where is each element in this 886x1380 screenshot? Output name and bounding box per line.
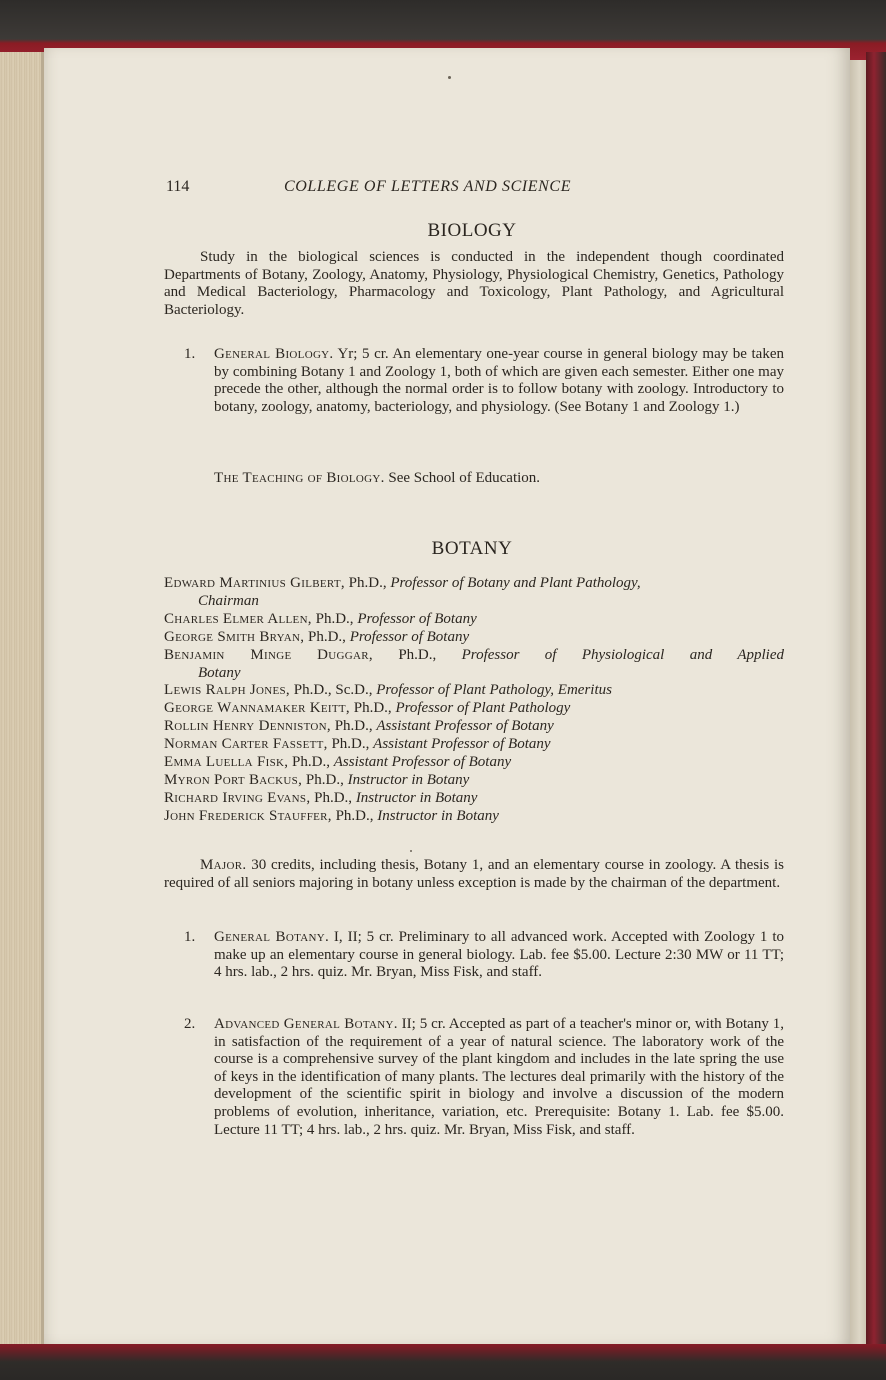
course-description: Yr; 5 cr. An elementary one-year course in general biology may be taken by combining Botany 1 and Zoology 1, both of which are given each semester. Either one may precede the other, although the normal order is to follow botany with zoology. Introductory to botany, zoology, anatomy, bacteriology, and physiology. (See Botany 1 and Zoology 1.) [214,346,784,415]
teaching-title: The Teaching of Biology. [214,470,385,486]
staff-title: Assistant Professor of Botany [376,718,554,735]
staff-name: John Frederick Stauffer, [164,807,332,824]
staff-degree: Ph.D., Sc.D., [290,682,377,699]
page-speck [410,850,412,852]
course-body [214,1016,784,1139]
staff-entry [164,772,784,790]
staff-title: Professor of Plant Pathology [395,700,571,717]
page-speck [448,76,451,79]
staff-title: Assistant Professor of Botany [333,754,512,771]
biology-intro: Study in the biological sciences is conducted in the independent though coordinated Departments of Botany, Zoology, Anatomy, Physiology, Physiological Chemistry, Genetics, Pathology and Medical Bacteriology, Pharmacology and Toxicology, Plant Pathology, and Agricultural Bacteriology. [164,249,784,318]
course-body [214,929,784,982]
staff-name: Edward Martinius Gilbert, [164,575,345,591]
staff-degree: Ph.D., [288,754,334,771]
staff-degree: Ph.D., [330,718,377,735]
staff-entry [164,611,784,629]
biology-course-1 [166,346,784,416]
staff-entry [164,718,784,736]
staff-entry [164,808,784,826]
course-title: Advanced General Botany. [214,1016,398,1032]
staff-title-continued: Botany [198,664,241,681]
staff-entry [164,575,784,593]
page-stack-edge [0,52,44,1344]
staff-title: Professor of Plant Pathology, Emeritus [376,682,612,699]
staff-entry [164,700,784,718]
staff-title: Professor of Botany [349,628,470,645]
facing-page-edge [850,60,866,1344]
staff-name: Lewis Ralph Jones, [164,682,290,699]
running-header [166,178,784,200]
course-title: General Botany. [214,929,330,945]
staff-degree: Ph.D., [311,610,358,627]
staff-name: Richard Irving Evans, [164,789,311,806]
staff-entry [164,629,784,647]
staff-entry [164,754,784,772]
course-number: 1. [184,346,196,362]
major-text: 30 credits, including thesis, Botany 1, and an elementary course in zoology. A thesis is required of all seniors majoring in botany unless exception is made by the chairman of the department. [164,857,784,891]
staff-entry [164,736,784,754]
course-description: II; 5 cr. Accepted as part of a teacher's minor or, with Botany 1, in satisfaction of the requirement of a year of natural science. The laboratory work of the course is a comprehensive survey of the plant kingdom and includes in the late spring the use of keys in the identification of many plants. The lectures deal primarily with the history of the development of the scientific spirit in biology and involve a discussion of the modern problems of evolution, inheritance, variation, etc. Prerequisite: Botany 1. Lab. fee $5.00. Lecture 11 TT; 4 hrs. lab., 2 hrs. quiz. Mr. Bryan, Miss Fisk, and staff. [214,1016,784,1138]
teaching-of-biology [214,470,784,488]
botany-staff-list [164,575,784,826]
staff-entry [164,682,784,700]
staff-title: Instructor in Botany [347,771,470,788]
staff-title: Professor of Physiological and Applied [461,646,784,663]
biology-heading: BIOLOGY [427,220,517,241]
staff-name: Norman Carter Fassett, [164,736,328,753]
staff-title: Instructor in Botany [355,789,478,806]
staff-degree: Ph.D., [304,628,350,645]
staff-title: Instructor in Botany [377,807,499,824]
staff-title: Professor of Botany [357,610,477,627]
course-body [214,346,784,416]
staff-name: Rollin Henry Denniston, [164,718,331,735]
staff-degree: Ph.D., [310,789,356,806]
staff-entry [164,790,784,808]
botany-major [164,857,784,892]
binding-edge [866,52,886,1344]
botany-course-2 [166,1016,784,1139]
botany-course-1 [166,929,784,982]
botany-heading: BOTANY [431,538,513,559]
staff-name: George Wannamaker Keitt, [164,700,350,717]
staff-name: Charles Elmer Allen, [164,610,312,627]
running-title: COLLEGE OF LETTERS AND SCIENCE [284,178,572,195]
page-number: 114 [166,178,190,195]
course-number: 1. [184,929,196,945]
staff-name: Myron Port Backus, [164,771,303,788]
staff-degree: Ph.D., [331,807,378,824]
staff-name: Benjamin Minge Duggar, [164,646,373,663]
course-number: 2. [184,1016,196,1032]
staff-name: Emma Luella Fisk, [164,754,289,771]
staff-degree: Ph.D., [372,646,462,663]
staff-title: Professor of Botany and Plant Pathology, [390,575,641,591]
staff-degree: Ph.D., [327,736,374,753]
staff-title-continued: Chairman [198,592,259,609]
staff-degree: Ph.D., [302,771,348,788]
major-label: Major. [200,857,247,873]
staff-title: Assistant Professor of Botany [373,736,551,753]
teaching-text: See School of Education. [384,470,541,486]
course-title: General Biology. [214,346,334,362]
staff-name: George Smith Bryan, [164,628,305,645]
staff-degree: Ph.D., [350,700,396,717]
course-description: I, II; 5 cr. Preliminary to all advanced work. Accepted with Zoology 1 to make up an elementary course in general biology. Lab. fee $5.00. Lecture 2:30 MW or 11 TT; 4 hrs. lab., 2 hrs. quiz. Mr. Bryan, Miss Fisk, and staff. [214,929,784,981]
staff-entry [164,647,784,665]
staff-degree: Ph.D., [344,575,391,591]
